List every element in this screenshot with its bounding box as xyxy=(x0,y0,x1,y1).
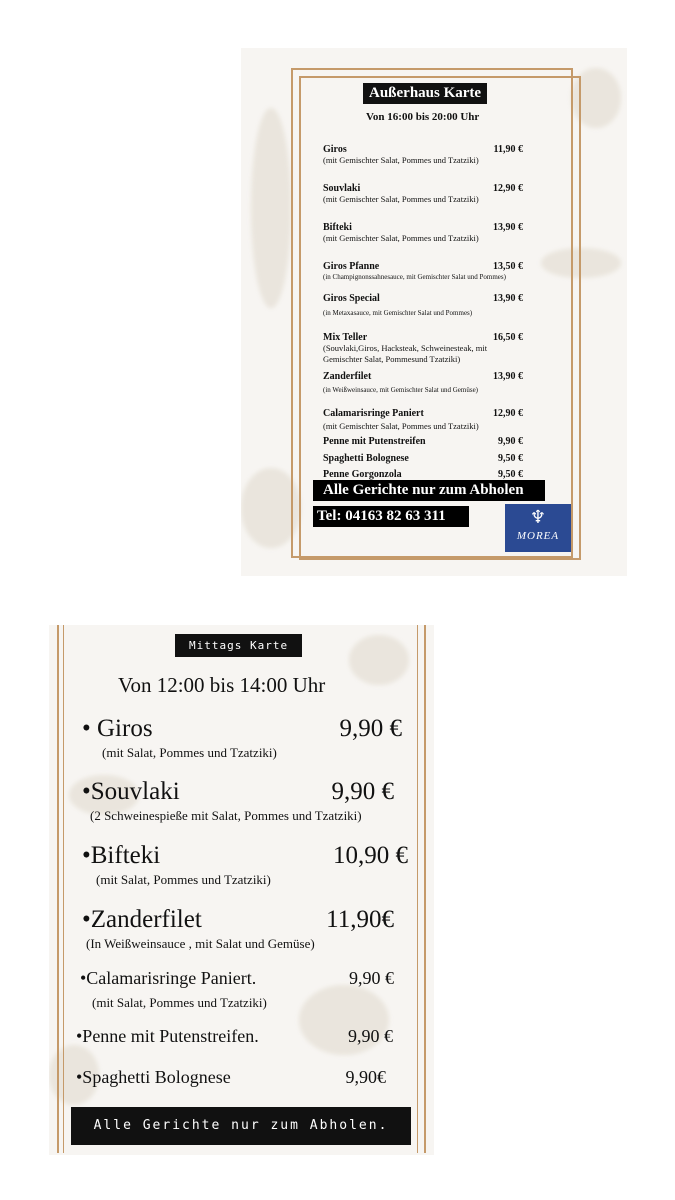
pickup-only-banner: Alle Gerichte nur zum Abholen xyxy=(313,480,545,501)
menu-item xyxy=(76,1026,393,1047)
item-name: Souvlaki xyxy=(323,183,361,194)
item-price: 9,50 € xyxy=(498,469,523,480)
menu-item xyxy=(76,1067,386,1088)
item-name: Penne mit Putenstreifen xyxy=(323,436,426,447)
item-name: Mix Teller xyxy=(323,332,368,343)
item-description: (mit Gemischter Salat, Pommes und Tzatziki) xyxy=(323,194,479,204)
mittags-menu-card xyxy=(49,625,434,1155)
item-name: Zanderfilet xyxy=(323,371,372,382)
item-description: (in Metaxasauce, mit Gemischter Salat und Pommes) xyxy=(323,309,473,317)
item-name: •Calamarisringe Paniert. xyxy=(80,968,257,988)
item-price: 9,90 € xyxy=(349,968,394,988)
item-name: •Spaghetti Bolognese xyxy=(76,1067,231,1087)
menu-item xyxy=(323,332,523,365)
item-price: 9,50 € xyxy=(498,453,523,464)
menu-item xyxy=(323,436,523,447)
menu-item xyxy=(80,968,394,1011)
pickup-only-banner: Alle Gerichte nur zum Abholen. xyxy=(71,1107,411,1145)
item-description: (mit Gemischter Salat, Pommes und Tzatziki) xyxy=(323,233,479,243)
item-price: 9,90 € xyxy=(498,436,523,447)
logo-text: MOREA xyxy=(516,530,560,542)
menu-title: Mittags Karte xyxy=(175,634,302,657)
restaurant-logo xyxy=(505,504,571,552)
item-price: 9,90€ xyxy=(345,1067,386,1087)
item-description: (mit Salat, Pommes und Tzatziki) xyxy=(96,872,271,887)
item-price: 9,90 € xyxy=(348,1026,393,1046)
item-description: (mit Gemischter Salat, Pommes und Tzatziki) xyxy=(323,155,479,165)
item-description: (Souvlaki,Giros, Hacksteak, Schweinesteak, mit Gemischter Salat, Pommesund Tzatziki) xyxy=(323,343,488,364)
menu-item xyxy=(323,222,523,244)
opening-hours: Von 12:00 bis 14:00 Uhr xyxy=(118,673,326,697)
item-name: •Zanderfilet xyxy=(82,906,202,933)
item-price: 13,50 € xyxy=(493,261,523,272)
item-price: 13,90 € xyxy=(493,293,523,304)
menu-item xyxy=(82,906,394,952)
item-price: 11,90 € xyxy=(493,144,523,155)
item-name: Giros Special xyxy=(323,293,380,304)
item-description: (mit Salat, Pommes und Tzatziki) xyxy=(92,995,267,1010)
item-description: (2 Schweinespieße mit Salat, Pommes und Tzatziki) xyxy=(90,808,362,823)
menu-item xyxy=(323,371,523,396)
opening-hours: Von 16:00 bis 20:00 Uhr xyxy=(366,111,480,123)
phone-number: Tel: 04163 82 63 311 xyxy=(313,506,469,527)
item-name: Giros Pfanne xyxy=(323,261,380,272)
item-name: •Bifteki xyxy=(82,842,161,869)
item-price: 16,50 € xyxy=(493,332,523,343)
item-name: •Penne mit Putenstreifen. xyxy=(76,1026,259,1046)
menu-item xyxy=(82,715,402,761)
item-description: (in Weißweinsauce, mit Gemischter Salat und Gemüse) xyxy=(323,386,479,394)
ausserhaus-menu-card xyxy=(241,48,627,576)
item-name: Calamarisringe Paniert xyxy=(323,408,424,419)
menu-title: Außerhaus Karte xyxy=(363,83,487,104)
menu-item xyxy=(323,144,523,166)
item-name: Spaghetti Bolognese xyxy=(323,453,409,464)
item-description: (mit Gemischter Salat, Pommes und Tzatziki) xyxy=(323,421,479,431)
trident-icon: ♆ xyxy=(529,507,547,527)
item-name: Penne Gorgonzola xyxy=(323,469,402,480)
item-name: Bifteki xyxy=(323,222,352,233)
item-name: Giros xyxy=(323,144,347,155)
item-price: 12,90 € xyxy=(493,183,523,194)
item-description: (In Weißweinsauce , mit Salat und Gemüse) xyxy=(86,936,315,951)
menu-item xyxy=(323,408,523,432)
item-price: 11,90€ xyxy=(326,906,394,933)
item-description: (mit Salat, Pommes und Tzatziki) xyxy=(102,745,277,760)
menu-item xyxy=(323,453,523,464)
item-description: (in Champignonssahnesauce, mit Gemischter Salat und Pommes) xyxy=(323,273,506,281)
item-price: 12,90 € xyxy=(493,408,523,419)
item-price: 9,90 € xyxy=(331,778,394,805)
item-price: 10,90 € xyxy=(333,842,408,869)
menu-item xyxy=(323,261,523,283)
menu-item xyxy=(323,469,523,480)
item-name: • Giros xyxy=(82,715,153,742)
item-price: 13,90 € xyxy=(493,222,523,233)
menu-item xyxy=(323,183,523,205)
item-name: •Souvlaki xyxy=(82,778,180,805)
item-price: 13,90 € xyxy=(493,371,523,382)
item-price: 9,90 € xyxy=(339,715,402,742)
menu-item xyxy=(323,293,523,319)
menu-item xyxy=(82,778,394,824)
menu-item xyxy=(82,842,408,888)
